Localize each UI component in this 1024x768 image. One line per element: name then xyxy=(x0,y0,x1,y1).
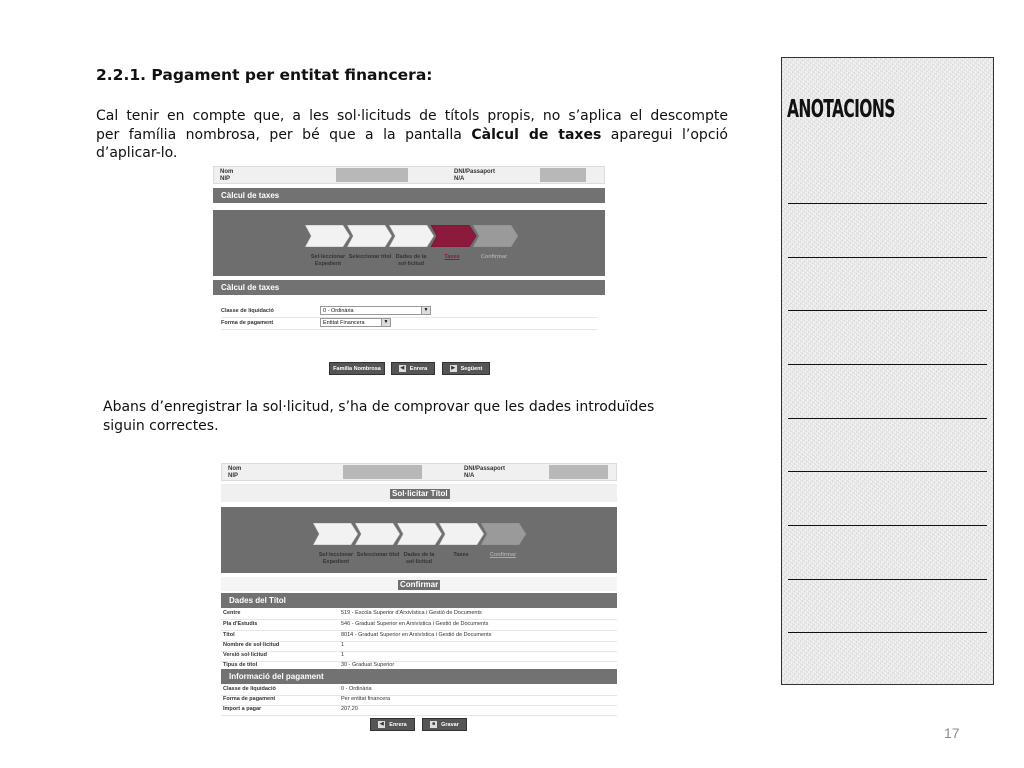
note-line xyxy=(788,257,987,258)
solicitar-titol-screenshot xyxy=(221,463,617,733)
step-4-label: Taxes xyxy=(453,552,469,558)
check-line-1: Abans d’enregistrar la sol·licitud, s’ha de comprovar que les dades introduïdes xyxy=(103,399,655,415)
forma-pagament-label: Forma de pagament xyxy=(221,320,274,326)
dades-row: Títol 8014 - Graduat Superior en Arxivística i Gestió de Documents xyxy=(221,631,617,642)
solicitar-titol-heading: Sol·licitar Títol xyxy=(392,489,448,498)
classe-liquidacio-select[interactable]: 0 - Ordinària ▼ xyxy=(320,306,431,315)
intro-line-1: Cal tenir en compte que, a les sol·licituds de títols propis, no s’aplica el descompte xyxy=(96,108,728,124)
dni-label: DNI/Passaport xyxy=(464,466,506,472)
enrera-button[interactable]: ◀ Enrera xyxy=(391,362,435,375)
dades-row: Tipus de títol 30 - Graduat Superior xyxy=(221,661,617,672)
enrera-button[interactable]: ◀ Enrera xyxy=(370,718,415,731)
step-5-label: Confirmar xyxy=(489,552,517,558)
dni-value-box xyxy=(549,465,608,479)
step-3-arrow xyxy=(397,523,443,545)
step-3-label: Dades de la sol·licitud xyxy=(395,254,427,267)
dades-row: Centre 519 - Escola Superior d'Arxivística i Gestió de Documents xyxy=(221,609,617,620)
step-2-label: Seleccionar títol xyxy=(356,552,400,558)
save-icon: ■ xyxy=(432,721,436,728)
info-row: Classe de liquidació 0 - Ordinària xyxy=(221,685,617,696)
dni-value-box xyxy=(540,168,586,182)
step-1-label: Sel·leccionar Expedient xyxy=(310,254,346,267)
info-row: Forma de pagament Per entitat financera xyxy=(221,695,617,706)
step-5-arrow-disabled xyxy=(473,225,519,247)
nip-label: NIP xyxy=(228,473,239,479)
step-4-label[interactable]: Taxes xyxy=(444,254,460,260)
form-row-classe xyxy=(221,306,597,318)
gravar-button[interactable]: ■ Gravar xyxy=(422,718,467,731)
dades-row: Nombre de sol·licitud 1 xyxy=(221,641,617,652)
check-line-2: siguin correctes. xyxy=(103,417,219,434)
step-1-arrow xyxy=(313,523,359,545)
calcul-taxes-bar: Càlcul de taxes xyxy=(213,188,605,203)
step-1-arrow xyxy=(305,225,351,247)
confirmar-button[interactable]: Confirmar xyxy=(400,580,439,589)
calcul-taxes-screenshot xyxy=(213,166,605,378)
intro-line-3: d’aplicar-lo. xyxy=(96,145,178,161)
note-line xyxy=(788,418,987,419)
arrow-left-icon: ◀ xyxy=(400,365,405,372)
intro-paragraph xyxy=(96,107,728,163)
note-line xyxy=(788,471,987,472)
step-2-label: Seleccionar títol xyxy=(348,254,392,260)
note-line xyxy=(788,310,987,311)
intro-line-2: per família nombrosa, per bé que a la pantalla Càlcul de taxes aparegui l’opció xyxy=(96,126,728,143)
calcul-taxes-emphasis: Càlcul de taxes xyxy=(471,126,602,143)
forma-pagament-select[interactable]: Entitat Financera ▼ xyxy=(320,318,391,327)
classe-liquidacio-label: Classe de liquidació xyxy=(221,308,274,314)
user-header xyxy=(213,166,605,184)
calcul-taxes-bar-2: Càlcul de taxes xyxy=(213,280,605,295)
form-row-forma xyxy=(221,318,597,330)
nom-value-box xyxy=(343,465,422,479)
check-paragraph xyxy=(103,398,703,435)
step-2-arrow xyxy=(355,523,401,545)
nip-label: NIP xyxy=(220,176,231,182)
note-line xyxy=(788,632,987,633)
step-5-label: Confirmar xyxy=(480,254,508,260)
chevron-down-icon: ▼ xyxy=(381,319,390,326)
dades-titol-bar: Dades del Títol xyxy=(221,593,617,608)
note-line xyxy=(788,579,987,580)
dades-row: Pla d'Estudis 546 - Graduat Superior en Arxivística i Gestió de Documents xyxy=(221,620,617,631)
step-4-arrow-active xyxy=(431,225,477,247)
user-header xyxy=(221,463,617,481)
notes-panel xyxy=(781,57,994,685)
nom-value-box xyxy=(336,168,408,182)
arrow-left-icon: ◀ xyxy=(379,721,384,728)
informacio-pagament-bar: Informació del pagament xyxy=(221,669,617,684)
nom-label: Nom xyxy=(228,466,242,472)
page-number: 17 xyxy=(944,725,960,741)
na-value: N/A xyxy=(454,176,465,182)
dades-row: Versió sol·licitud 1 xyxy=(221,651,617,662)
step-3-label: Dades de la sol·licitud xyxy=(403,552,435,565)
nom-label: Nom xyxy=(220,169,234,175)
step-2-arrow xyxy=(347,225,393,247)
section-title: 2.2.1. Pagament per entitat financera: xyxy=(96,66,433,84)
step-1-label: Sel·leccionar Expedient xyxy=(318,552,354,565)
familia-nombrosa-button[interactable]: Família Nombrosa xyxy=(329,362,385,375)
arrow-right-icon: ▶ xyxy=(451,365,456,372)
note-line xyxy=(788,364,987,365)
notes-title: ANOTACIONS xyxy=(787,94,895,123)
step-4-arrow xyxy=(439,523,485,545)
step-5-arrow-disabled xyxy=(481,523,527,545)
dni-label: DNI/Passaport xyxy=(454,169,496,175)
na-value: N/A xyxy=(464,473,475,479)
note-line xyxy=(788,203,987,204)
info-row: Import a pagar 207,20 xyxy=(221,705,617,716)
note-line xyxy=(788,525,987,526)
seguent-button[interactable]: ▶ Següent xyxy=(442,362,490,375)
step-3-arrow xyxy=(389,225,435,247)
chevron-down-icon: ▼ xyxy=(421,307,430,314)
